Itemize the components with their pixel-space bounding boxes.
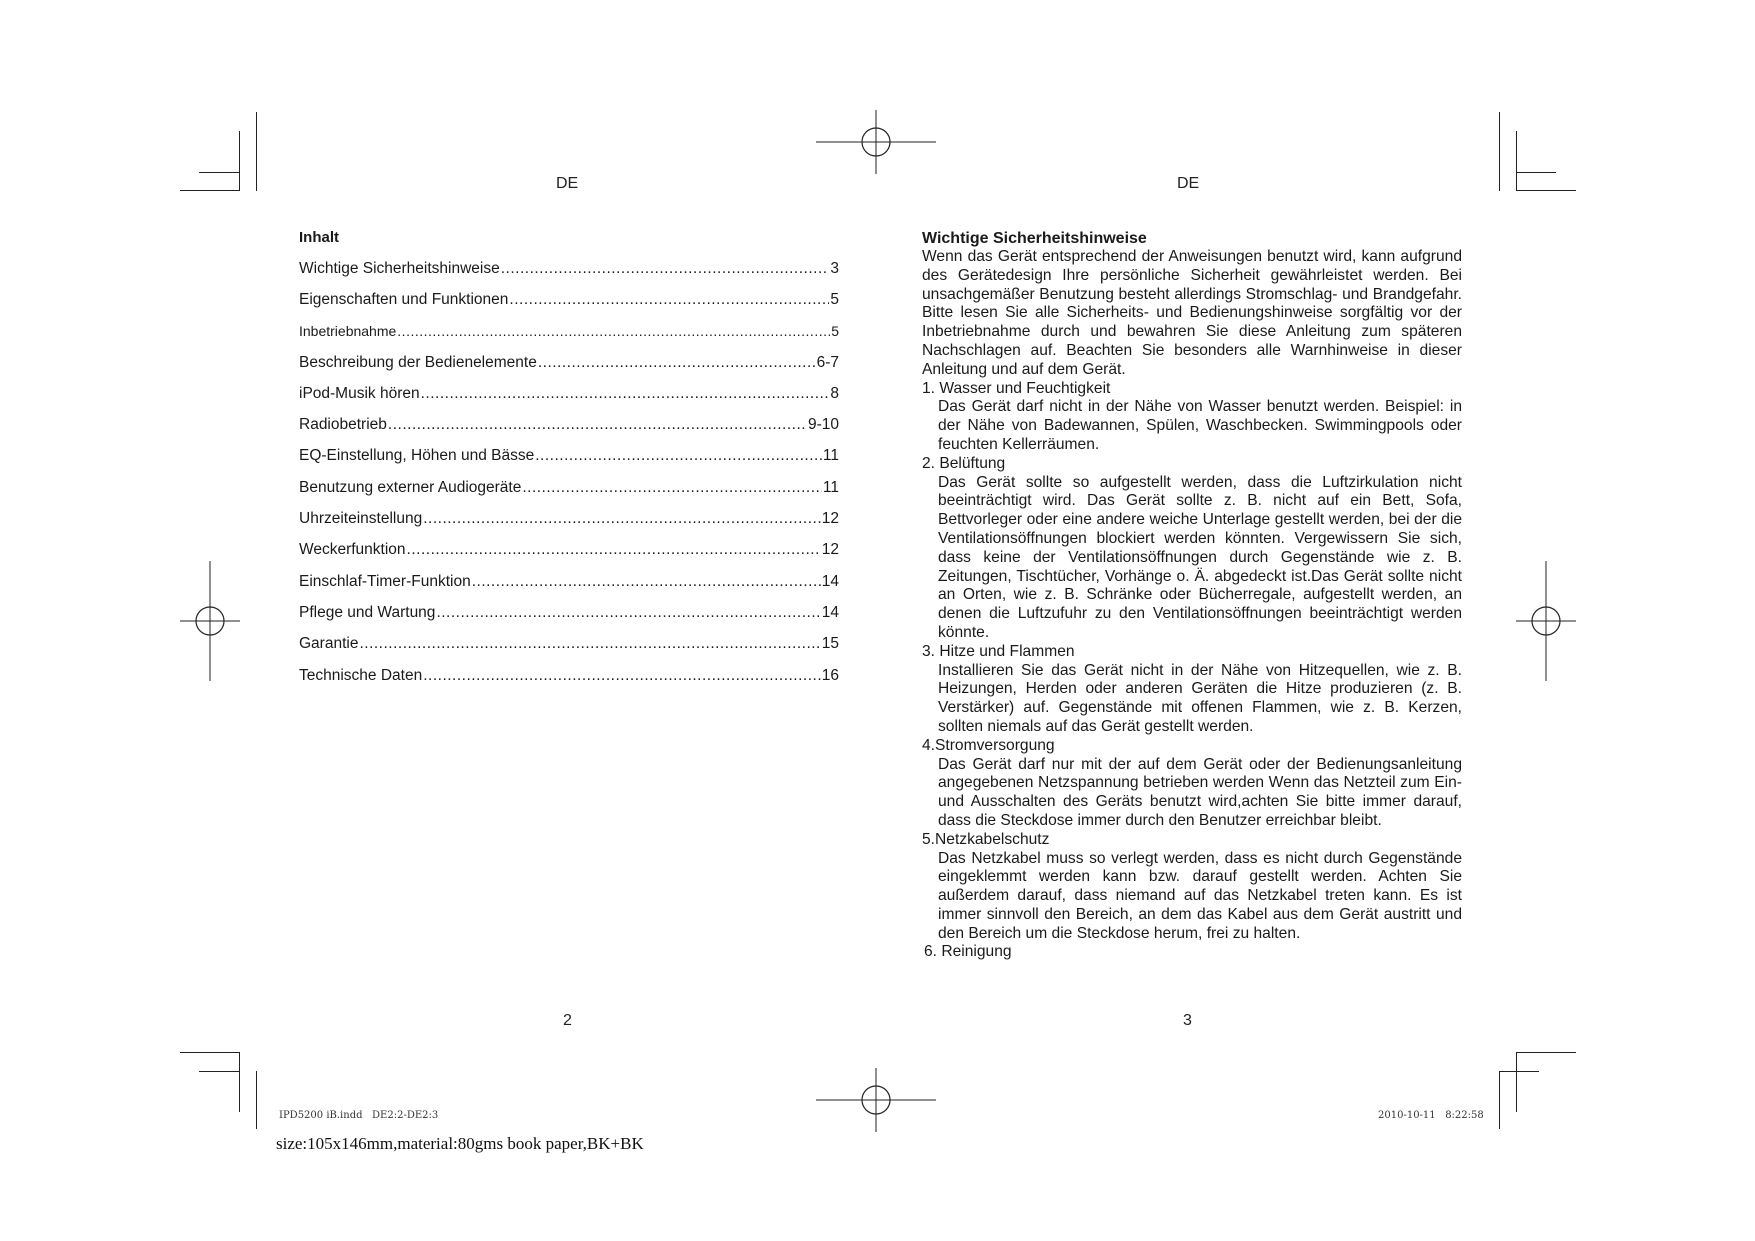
crop-mark (1499, 1071, 1500, 1129)
crop-mark (1499, 1071, 1539, 1072)
toc-leader-dots (397, 323, 830, 339)
file-info: IPD5200 iB.indd DE2:2-DE2:3 (279, 1110, 439, 1121)
print-spec: size:105x146mm,material:80gms book paper,BK+BK (276, 1134, 644, 1153)
toc-entry[interactable] (299, 409, 839, 440)
section-body: Das Gerät sollte so aufgestellt werden, dass die Luftzirkulation nicht beeinträchtigt wird. Das Gerät sollte z. B. nicht auf ein Bett, Sofa, Bettvorleger oder eine andere weiche Unterlage gestellt werden, bei der die Ventilationsöffnungen blockiert werden könnten. Vergewissern Sie sich, dass keine der Ventilationsöffnungen durch Gegenstände wie z. B. Zeitungen, Tischtücher, Vorhänge o. Ä. abgedeckt ist.Das Gerät sollte nicht an Orten, wie z. B. Schränke oder Bücherregale, aufgestellt werden, an denen die Luftzufuhr zu den Ventilationsöffnungen beeinträchtigt werden könnte. (938, 473, 1462, 641)
toc-entry[interactable] (299, 660, 839, 691)
print-timestamp: 2010-10-11 8:22:58 (1378, 1110, 1484, 1121)
toc-entry-page: 12 (821, 541, 839, 559)
crop-mark (1516, 1052, 1517, 1112)
crop-mark (1516, 1052, 1576, 1053)
crop-mark (180, 190, 240, 191)
toc-leader-dots (421, 385, 830, 403)
toc-leader-dots (509, 291, 829, 309)
safety-intro: Wenn das Gerät entsprechend der Anweisungen benutzt wird, kann aufgrund des Gerätedesign Ihre persönliche Sicherheit gewährleistet werden. Bei unsachgemäßer Benutzung besteht allerdings Stromschlag- und Brandgefahr. Bitte lesen Sie alle Sicherheits- und Bedienungshinweise sorgfältig vor der Inbetriebnahme durch und bewahren Sie diese Anleitung zum späteren Nachschlagen auf. Beachten Sie besonders alle Warnhinweise in dieser Anleitung und auf dem Gerät. (922, 248, 1462, 378)
toc-leader-dots (423, 510, 821, 528)
toc-leader-dots (501, 260, 830, 278)
section-title: 3. Hitze und Flammen (922, 642, 1075, 660)
toc-heading: Inhalt (299, 229, 339, 246)
crop-mark (1516, 172, 1556, 173)
toc-entry-page: 8 (830, 384, 839, 402)
toc-entry[interactable] (299, 441, 839, 472)
section-title: 2. Belüftung (922, 454, 1006, 472)
toc-entry[interactable] (299, 629, 839, 660)
section-title: 5.Netzkabelschutz (922, 830, 1050, 848)
section-body: Installieren Sie das Gerät nicht in der Nähe von Hitzequellen, wie z. B. Heizungen, Herden oder anderen Geräten die Hitze produzieren (z. B. Verstärker) auf. Gegenstände mit offenen Flammen, wie z. B. Kerzen, sollten niemals auf das Gerät gestellt werden. (938, 661, 1462, 735)
left-page-number: 2 (563, 1012, 572, 1029)
toc-leader-dots (522, 479, 822, 497)
crop-mark (1499, 112, 1500, 191)
toc-entry-page: 5 (830, 290, 839, 308)
toc-leader-dots (538, 354, 816, 372)
toc-entry-title: Benutzung externer Audiogeräte (299, 478, 522, 496)
crop-mark (256, 112, 257, 191)
crop-mark (256, 1071, 257, 1129)
toc-entry-page: 15 (821, 635, 839, 653)
toc-entry-title: Radiobetrieb (299, 416, 387, 434)
toc-entry-page: 14 (821, 572, 839, 590)
toc-entry-page: 9-10 (807, 416, 839, 434)
crop-mark (1516, 131, 1517, 191)
toc-entry-page: 11 (822, 478, 839, 496)
section-body: Das Gerät darf nicht in der Nähe von Wasser benutzt werden. Beispiel: in der Nähe von Badewannen, Spülen, Waschbecken. Swimmingpools oder feuchten Kellerräumen. (938, 398, 1462, 453)
section-body: Das Netzkabel muss so verlegt werden, dass es nicht durch Gegenstände eingeklemmt werden kann bzw. darauf gestellt werden. Achten Sie außerdem darauf, dass niemand auf das Netzkabel treten kann. Es ist immer sinnvoll den Bereich, an dem das Kabel aus dem Gerät austritt und den Bereich um die Steckdose herum, frei zu halten. (938, 849, 1462, 942)
toc-entry-title: Weckerfunktion (299, 541, 406, 559)
crop-mark (1516, 190, 1576, 191)
crop-mark (199, 172, 239, 173)
toc-leader-dots (423, 667, 821, 685)
section-body: Das Gerät darf nur mit der auf dem Gerät oder der Bedienungsanleitung angegebenen Netzspannung betrieben werden Wenn das Netzteil zum Ein- und Ausschalten des Geräts benutzt wird,achten Sie bitte immer darauf, dass die Steckdose immer durch den Benutzer erreichbar bleibt. (938, 755, 1462, 829)
toc-leader-dots (436, 604, 820, 622)
toc-entry[interactable] (299, 253, 839, 284)
registration-mark-icon (816, 1068, 936, 1132)
toc-leader-dots (388, 416, 807, 434)
toc-entry[interactable] (299, 503, 839, 534)
toc-leader-dots (407, 541, 821, 559)
toc-entry-title: Beschreibung der Bedienelemente (299, 353, 537, 371)
toc-entry-page: 5 (831, 323, 839, 340)
toc-entry[interactable] (299, 472, 839, 503)
toc-entry-title: Uhrzeiteinstellung (299, 510, 423, 528)
crop-mark (180, 1052, 240, 1053)
toc-entry[interactable] (299, 316, 839, 347)
crop-mark (239, 131, 240, 191)
toc-entry-page: 6-7 (816, 353, 839, 371)
right-page-number: 3 (1183, 1012, 1192, 1029)
section-title: 1. Wasser und Feuchtigkeit (922, 379, 1111, 397)
toc-entry-title: Einschlaf-Timer-Funktion (299, 572, 471, 590)
registration-mark-icon (180, 561, 240, 681)
toc-entry[interactable] (299, 378, 839, 409)
toc-entry-title: iPod-Musik hören (299, 384, 420, 402)
toc-entry[interactable] (299, 597, 839, 628)
safety-instructions (922, 230, 1462, 962)
toc-entry-page: 12 (821, 510, 839, 528)
section-title: 4.Stromversorgung (922, 736, 1055, 754)
toc-leader-dots (359, 635, 820, 653)
toc-entry[interactable] (299, 535, 839, 566)
toc-entry-title: Wichtige Sicherheitshinweise (299, 259, 500, 277)
toc-entry-page: 14 (821, 603, 839, 621)
toc-entry-title: Eigenschaften und Funktionen (299, 290, 509, 308)
registration-mark-icon (1516, 561, 1576, 681)
toc-entry[interactable] (299, 566, 839, 597)
safety-heading: Wichtige Sicherheitshinweise (922, 230, 1147, 247)
section-title: 6. Reinigung (924, 943, 1012, 961)
toc-entry-title: Garantie (299, 635, 359, 653)
toc-entry-title: Inbetriebnahme (299, 323, 397, 340)
toc-entry-page: 16 (821, 666, 839, 684)
registration-mark-icon (816, 110, 936, 174)
toc-entry[interactable] (299, 347, 839, 378)
crop-mark (239, 1052, 240, 1112)
table-of-contents (299, 229, 839, 691)
toc-entry-page: 11 (822, 447, 839, 465)
right-page-language: DE (1177, 175, 1200, 192)
crop-mark (199, 1071, 239, 1072)
toc-entry-title: EQ-Einstellung, Höhen und Bässe (299, 447, 535, 465)
left-page-language: DE (556, 175, 579, 192)
toc-entry-title: Pflege und Wartung (299, 603, 436, 621)
toc-leader-dots (535, 447, 822, 465)
toc-entry-title: Technische Daten (299, 666, 423, 684)
toc-leader-dots (472, 573, 821, 591)
toc-entry[interactable] (299, 284, 839, 315)
toc-entry-page: 3 (830, 259, 839, 277)
